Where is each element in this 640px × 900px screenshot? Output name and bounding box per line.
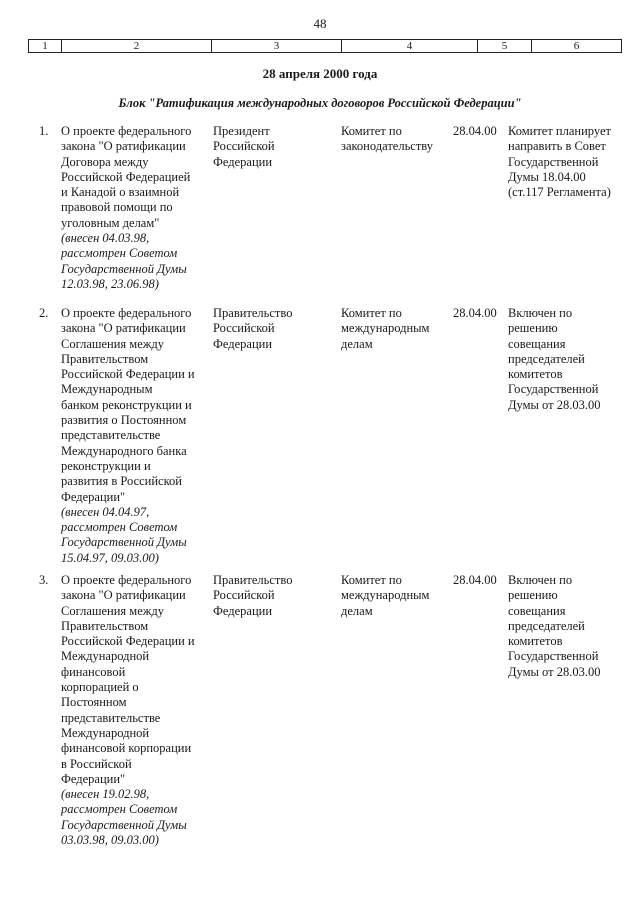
entry-decision: Включен по решению совещания председателей комитетов Государственной Думы от 28.03.00 [508, 306, 601, 412]
entry-committee: Комитет по международным делам [341, 306, 430, 351]
entry-title: О проекте федерального закона "О ратификации Соглашения между Правительством Российской Федерации и Международной финансовой корпорацией о Постоянном представительстве Международной финансовой корпорации в Российской Федерации" [61, 573, 195, 786]
page-number: 48 [313, 16, 327, 31]
entry-note: (внесен 04.04.97, рассмотрен Советом Государственной Думы 15.04.97, 09.03.00) [61, 504, 187, 565]
entry-decision: Комитет планирует направить в Совет Государственной Думы 18.04.00 (ст.117 Регламента) [508, 124, 611, 200]
column-number-header [28, 39, 622, 53]
entry-initiator: Правительство Российской Федерации [213, 573, 293, 618]
entry-initiator: Президент Российской Федерации [213, 124, 275, 169]
entry-date: 28.04.00 [453, 306, 497, 320]
entry-note: (внесен 19.02.98, рассмотрен Советом Государственной Думы 03.03.98, 09.03.00) [61, 787, 187, 848]
column-number-1: 1 [42, 40, 48, 52]
entry-number: 2. [39, 306, 49, 320]
column-number-3: 3 [211, 40, 341, 52]
column-number-2: 2 [61, 40, 211, 52]
entry-committee: Комитет по международным делам [341, 573, 430, 618]
entry-description [61, 124, 211, 292]
entry-date: 28.04.00 [453, 573, 497, 587]
entry-number: 1. [39, 124, 49, 138]
column-number-5: 5 [477, 40, 531, 52]
block-heading: Блок "Ратификация международных договоров Российской Федерации" [118, 96, 522, 110]
entry-initiator: Правительство Российской Федерации [213, 306, 293, 351]
entry-title: О проекте федерального закона "О ратификации Договора между Российской Федерацией и Канадой о взаимной правовой помощи по уголовным делам" [61, 124, 192, 230]
column-number-4: 4 [341, 40, 477, 52]
entry-description [61, 573, 211, 848]
date-heading: 28 апреля 2000 года [262, 66, 378, 81]
entry-note: (внесен 04.03.98, рассмотрен Советом Государственной Думы 12.03.98, 23.06.98) [61, 231, 187, 291]
entry-decision: Включен по решению совещания председателей комитетов Государственной Думы от 28.03.00 [508, 573, 601, 679]
column-number-6: 6 [531, 40, 621, 52]
entry-date: 28.04.00 [453, 124, 497, 138]
entry-number: 3. [39, 573, 49, 587]
entry-title: О проекте федерального закона "О ратификации Соглашения между Правительством Российской Федерации и Международным банком реконструкции и развития о Постоянном представительстве Международного банка реконструкции и развития в Российской Федерации" [61, 306, 195, 504]
entry-description [61, 306, 211, 566]
entry-committee: Комитет по законодательству [341, 124, 434, 154]
